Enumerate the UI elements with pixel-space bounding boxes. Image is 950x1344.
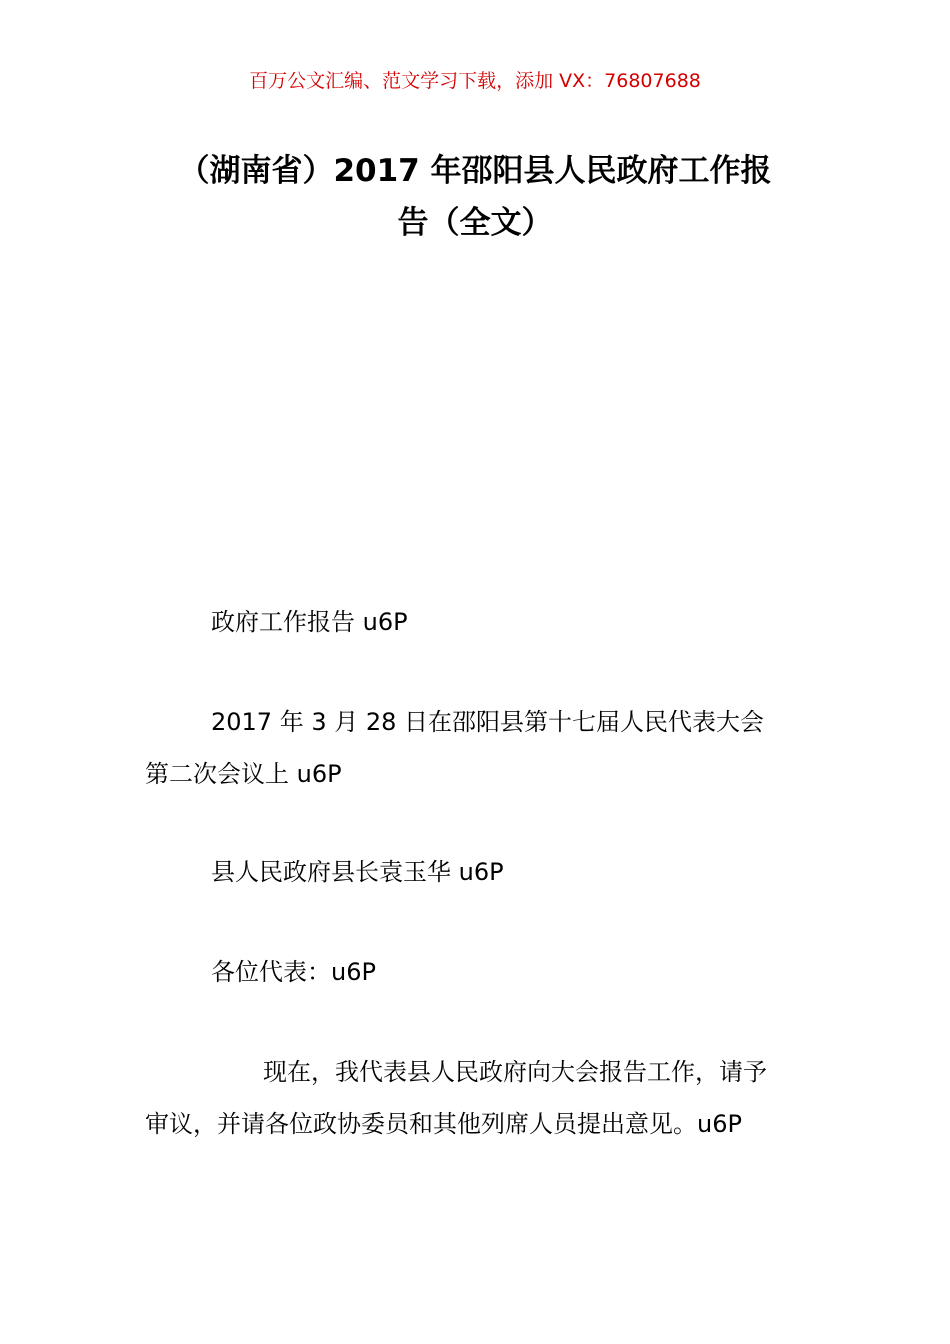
paragraph-salutation <box>145 946 807 998</box>
paragraph-opening <box>145 1046 807 1150</box>
paragraph-report-name <box>145 596 807 648</box>
paragraph-line: 2017 年 3 月 28 日在邵阳县第十七届人民代表大会 <box>211 708 765 736</box>
title-line-2: 告（全文） <box>397 205 553 241</box>
paragraph-meeting-date <box>145 696 807 800</box>
paragraph-line: 各位代表：u6P <box>211 958 376 986</box>
paragraph-line: 县人民政府县长袁玉华 u6P <box>211 858 504 886</box>
paragraph-line: 第二次会议上 u6P <box>145 760 342 788</box>
paragraph-line: 审议，并请各位政协委员和其他列席人员提出意见。u6P <box>145 1110 742 1138</box>
paragraph-line: 政府工作报告 u6P <box>211 608 408 636</box>
paragraph-line: 现在，我代表县人民政府向大会报告工作，请予 <box>263 1058 767 1086</box>
title-line-1: （湖南省）2017 年邵阳县人民政府工作报 <box>178 153 772 189</box>
document-title <box>145 145 805 249</box>
header-note: 百万公文汇编、范文学习下载，添加 VX：76807688 <box>249 70 701 92</box>
paragraph-speaker <box>145 846 807 898</box>
